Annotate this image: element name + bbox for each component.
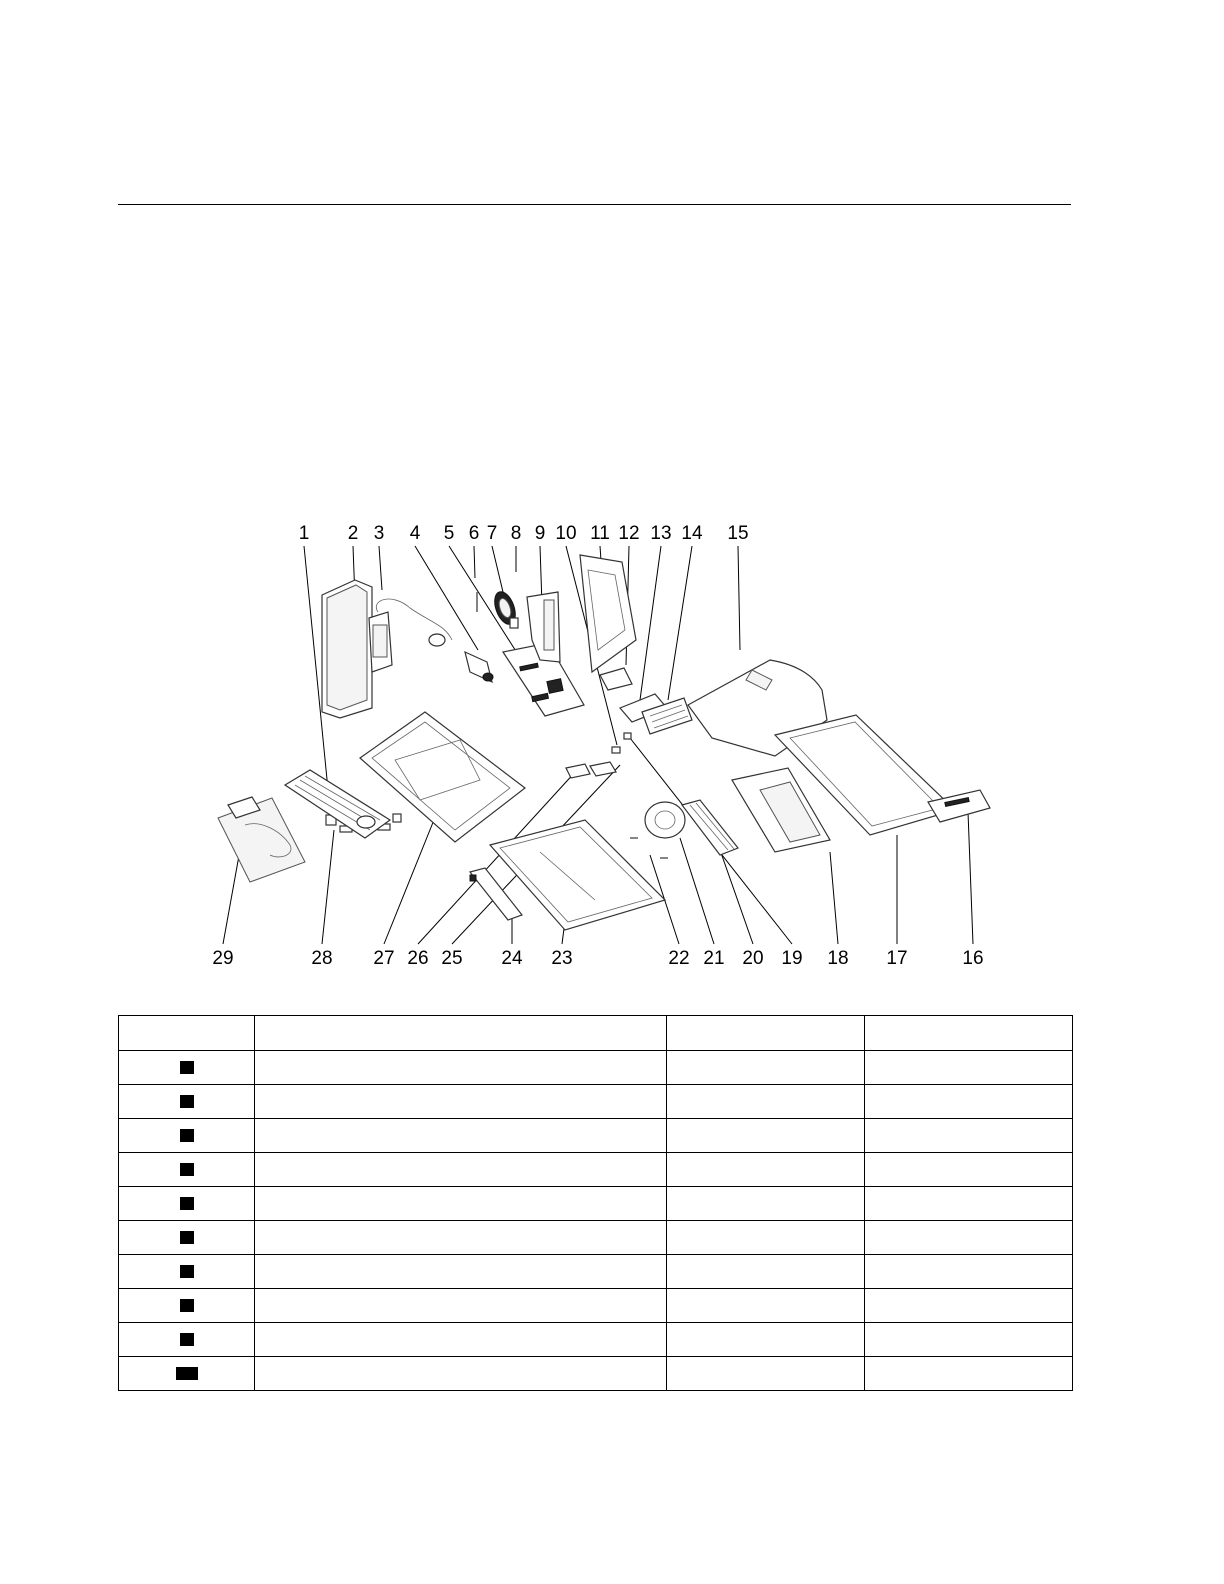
callout-11: 11: [590, 523, 610, 544]
index-badge: 2: [180, 1095, 194, 1108]
part-memory: [600, 668, 632, 690]
header-cell-description: [255, 1016, 667, 1051]
leader-7: [492, 546, 503, 592]
leader-6: [474, 546, 475, 578]
table-row: [119, 1119, 1073, 1153]
table-row: [119, 1255, 1073, 1289]
callout-3: 3: [373, 523, 385, 544]
leader-27: [384, 805, 440, 944]
callout-27: 27: [373, 948, 395, 969]
callout-18: 18: [827, 948, 849, 969]
callout-21: 21: [703, 948, 725, 969]
leader-18: [830, 852, 838, 944]
callout-9: 9: [534, 523, 546, 544]
index-badge: 6: [180, 1231, 194, 1244]
table-row: [119, 1051, 1073, 1085]
index-badge: 7: [180, 1265, 194, 1278]
index-badge: 5: [180, 1197, 194, 1210]
part-keyboard-mouse: [285, 770, 390, 838]
callout-29: 29: [212, 948, 234, 969]
callout-5: 5: [443, 523, 455, 544]
table-row: [119, 1085, 1073, 1119]
callout-24: 24: [501, 948, 523, 969]
callout-15: 15: [727, 523, 749, 544]
leader-3: [379, 546, 382, 590]
callout-13: 13: [650, 523, 672, 544]
table-row: [119, 1323, 1073, 1357]
part-chassis: [732, 768, 830, 852]
callout-22: 22: [668, 948, 690, 969]
callout-10: 10: [555, 523, 577, 544]
leader-14: [668, 546, 692, 700]
callout-16: 16: [962, 948, 984, 969]
callout-20: 20: [742, 948, 764, 969]
part-module-10: [612, 747, 620, 753]
leader-20: [720, 850, 753, 944]
table-header-row: [119, 1016, 1073, 1051]
header-cell-col4: [865, 1016, 1073, 1051]
callout-19: 19: [781, 948, 803, 969]
callout-2: 2: [347, 523, 359, 544]
header-cell-index: [119, 1016, 255, 1051]
index-badge: 9: [180, 1333, 194, 1346]
index-badge: 10: [176, 1367, 198, 1380]
table-row: [119, 1357, 1073, 1391]
leader-29: [223, 850, 240, 944]
leader-15: [738, 546, 740, 650]
table-row: [119, 1221, 1073, 1255]
callout-6: 6: [468, 523, 480, 544]
part-fan: [645, 802, 685, 838]
callout-4: 4: [409, 523, 421, 544]
callout-28: 28: [311, 948, 333, 969]
callout-17: 17: [886, 948, 908, 969]
index-badge: 3: [180, 1129, 194, 1142]
callout-8: 8: [510, 523, 522, 544]
part-power-adapter: [218, 797, 305, 882]
table-row: [119, 1153, 1073, 1187]
leader-13: [640, 546, 661, 700]
part-module-19: [624, 733, 631, 739]
callout-26: 26: [407, 948, 429, 969]
index-badge: 1: [180, 1061, 194, 1074]
leader-21: [680, 838, 714, 944]
leader-16: [968, 812, 973, 944]
part-rear-shield: [580, 555, 636, 672]
index-badge: 4: [180, 1163, 194, 1176]
index-badge: 8: [180, 1299, 194, 1312]
part-speaker-bar: [470, 868, 522, 920]
leader-4: [415, 546, 478, 650]
part-heatsink: [682, 800, 738, 855]
table-row: [119, 1187, 1073, 1221]
table-row: [119, 1289, 1073, 1323]
leader-28: [322, 830, 334, 944]
part-screws-22: [630, 838, 668, 858]
part-cable-26: [566, 764, 590, 778]
callout-14: 14: [681, 523, 703, 544]
callout-23: 23: [551, 948, 573, 969]
parts-table: [118, 1015, 1073, 1391]
part-clip: [510, 618, 518, 628]
part-hdd: [322, 580, 372, 718]
header-cell-col3: [667, 1016, 865, 1051]
part-camera: [429, 634, 493, 682]
callout-25: 25: [441, 948, 463, 969]
parts-illustration: [218, 555, 990, 930]
callout-1: 1: [298, 523, 310, 544]
callout-7: 7: [486, 523, 498, 544]
callout-12: 12: [618, 523, 640, 544]
